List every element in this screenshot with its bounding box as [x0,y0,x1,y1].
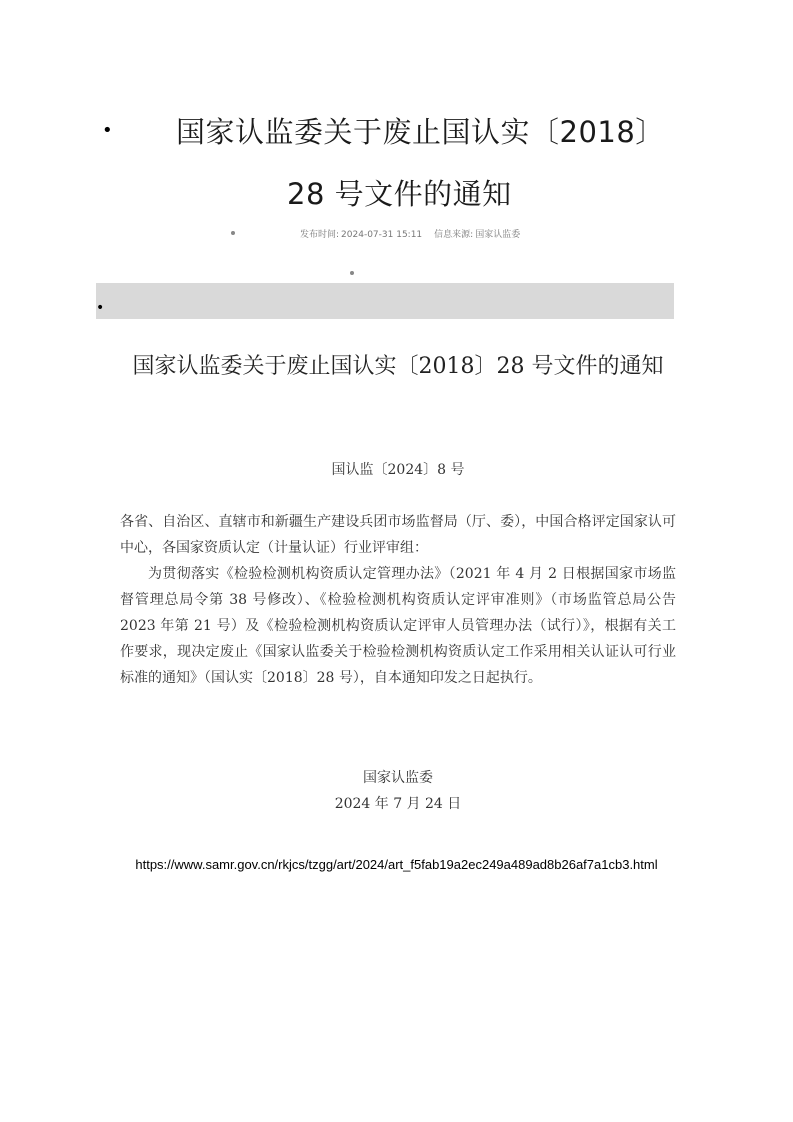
document-title: 国家认监委关于废止国认实〔2018〕28 号文件的通知 [132,354,664,379]
addressee-paragraph: 各省、自治区、直辖市和新疆生产建设兵团市场监督局（厅、委），中国合格评定国家认可中心，各国家资质认定（计量认证）行业评审组： [120,514,676,556]
separator-bullet-icon [350,271,354,275]
page-title-line-2: 28 号文件的通知 [287,177,512,211]
list-bullet-icon: • [102,120,113,141]
source-url-link[interactable]: https://www.samr.gov.cn/rkjcs/tzgg/art/2024/art_f5fab19a2ec249a489ad8b26af7a1cb3.html [135,857,658,872]
signer: 国家认监委 [363,770,433,786]
source-label: 信息来源: [434,230,474,240]
publish-time-label: 发布时间: [300,230,340,240]
signing-date: 2024 年 7 月 24 日 [334,796,462,812]
list-bullet-icon: • [96,300,105,316]
article-meta [300,227,520,240]
publish-time: 2024-07-31 15:11 [341,230,423,240]
body-paragraph: 为贯彻落实《检验检测机构资质认定管理办法》（2021 年 4 月 2 日根据国家市场监督管理总局令第 38 号修改）、《检验检测机构资质认定评审准则》（市场监管总局公告 2023 年第 21 号）及《检验检测机构资质认定评审人员管理办法（试行）》，根据有关工作要求，现决定废止《国家认监委关于检验检测机构资质认定工作采用相关认证认可行业标准的通知》（国认实〔2018〕28 号），自本通知印发之日起执行。 [120,566,676,686]
page-title-line-1: 国家认监委关于废止国认实〔2018〕 [176,115,665,149]
meta-bullet-icon [231,231,235,235]
content-header-bar [96,283,674,319]
document-number: 国认监〔2024〕8 号 [331,462,465,478]
document-body [120,509,676,691]
source: 国家认监委 [475,230,521,240]
